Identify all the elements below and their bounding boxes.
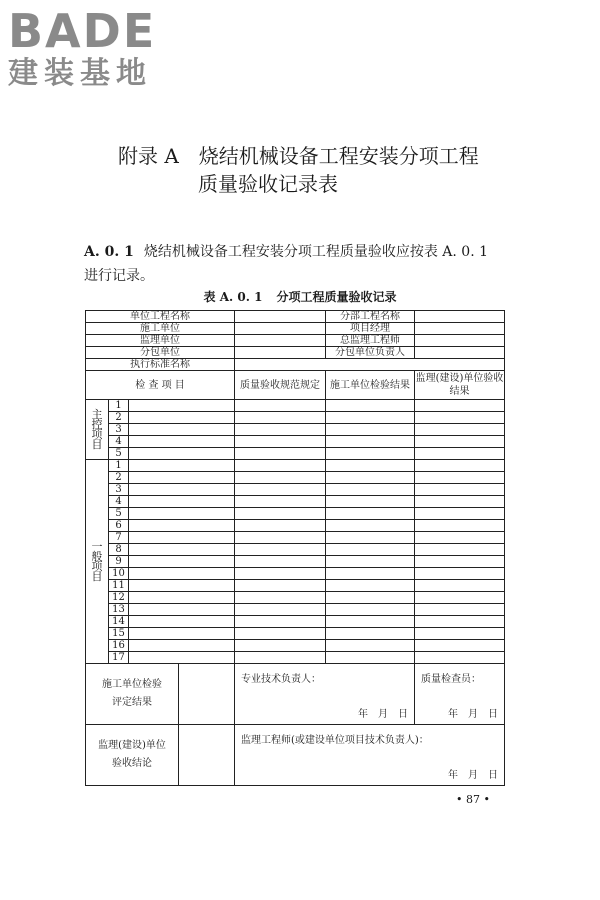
clause-paragraph (84, 240, 504, 288)
supervisor-result-cell (415, 412, 505, 424)
item-cell (129, 520, 235, 532)
contractor-result-cell (326, 436, 415, 448)
row-number: 3 (109, 484, 129, 496)
row-number: 2 (109, 472, 129, 484)
item-cell (129, 616, 235, 628)
contractor-result-cell (326, 532, 415, 544)
row-number: 4 (109, 496, 129, 508)
supervisor-result-cell (415, 520, 505, 532)
info-row (86, 323, 505, 335)
subdiv-name-value (415, 311, 505, 323)
chief-supervisor-value (415, 335, 505, 347)
general-label (86, 460, 109, 664)
table-row (86, 436, 505, 448)
supervisor-result-cell (415, 508, 505, 520)
item-cell (129, 424, 235, 436)
spec-cell (235, 496, 326, 508)
general-items (86, 460, 505, 664)
contractor-result-cell (326, 544, 415, 556)
title-line-1: 附录 A 烧结机械设备工程安装分项工程 (118, 144, 479, 168)
sub-manager-value (415, 347, 505, 359)
table-row (86, 556, 505, 568)
pm-label: 项目经理 (326, 323, 415, 335)
spec-cell (235, 544, 326, 556)
header-row (86, 371, 505, 400)
tech-lead-label: 专业技术负责人： (241, 674, 321, 685)
general-label-char: 项 (91, 559, 103, 573)
item-cell (129, 544, 235, 556)
supervisor-signoff-label-a: 监理(建设)单位 (98, 740, 166, 751)
supervisor-result-cell (415, 484, 505, 496)
unit-name-value (235, 311, 326, 323)
supervisor-result-cell (415, 556, 505, 568)
acceptance-record-table (85, 310, 505, 786)
contractor-result-cell (326, 628, 415, 640)
item-cell (129, 448, 235, 460)
supervisor-result-cell (415, 424, 505, 436)
item-cell (129, 556, 235, 568)
general-label-char: 般 (91, 549, 103, 563)
logo (8, 6, 156, 92)
spec-cell (235, 556, 326, 568)
row-number: 5 (109, 508, 129, 520)
header-supervisor-result: 监理(建设)单位验收结果 (415, 371, 505, 400)
logo-text: BADE (8, 4, 157, 58)
row-number: 13 (109, 604, 129, 616)
spec-cell (235, 412, 326, 424)
table-row (86, 628, 505, 640)
table-row (86, 532, 505, 544)
table-caption-number: 表 A. 0. 1 (203, 290, 263, 304)
contractor-value (235, 323, 326, 335)
engineer-date: 年 月 日 (448, 770, 498, 781)
supervisor-result-cell (415, 652, 505, 664)
row-number: 16 (109, 640, 129, 652)
general-label-char: 目 (91, 569, 103, 583)
table-row (86, 472, 505, 484)
inspector-cell (415, 664, 505, 725)
contractor-result-cell (326, 592, 415, 604)
page-number: • 87 • (456, 793, 490, 806)
supervisor-signoff-blank (179, 725, 235, 786)
contractor-result-cell (326, 460, 415, 472)
contractor-signoff-label (86, 664, 179, 725)
item-cell (129, 604, 235, 616)
spec-cell (235, 400, 326, 412)
inspector-date: 年 月 日 (448, 709, 498, 720)
table-row (86, 400, 505, 412)
contractor-result-cell (326, 412, 415, 424)
supervisor-result-cell (415, 436, 505, 448)
supervisor-result-cell (415, 448, 505, 460)
supervisor-result-cell (415, 568, 505, 580)
item-cell (129, 400, 235, 412)
item-cell (129, 436, 235, 448)
logo-subtitle: 建装基地 (8, 56, 152, 91)
title-line-2: 质量验收记录表 (198, 172, 338, 196)
row-number: 6 (109, 520, 129, 532)
engineer-label: 监理工程师(或建设单位项目技术负责人)： (241, 735, 429, 746)
table-row (86, 616, 505, 628)
pm-value (415, 323, 505, 335)
contractor-result-cell (326, 580, 415, 592)
supervisor-result-cell (415, 544, 505, 556)
spec-cell (235, 652, 326, 664)
row-number: 10 (109, 568, 129, 580)
contractor-result-cell (326, 556, 415, 568)
sub-manager-label: 分包单位负责人 (326, 347, 415, 359)
spec-cell (235, 616, 326, 628)
item-cell (129, 640, 235, 652)
main-control-label (86, 400, 109, 460)
tech-lead-date: 年 月 日 (358, 709, 408, 720)
subcontractor-label: 分包单位 (86, 347, 235, 359)
supervisor-result-cell (415, 580, 505, 592)
table-row (86, 604, 505, 616)
tech-lead-cell (235, 664, 415, 725)
info-row (86, 347, 505, 359)
main-control-label-char: 控 (91, 417, 103, 431)
row-number: 2 (109, 412, 129, 424)
supervisor-label: 监理单位 (86, 335, 235, 347)
row-number: 9 (109, 556, 129, 568)
row-number: 3 (109, 424, 129, 436)
general-label-char: 一 (91, 539, 103, 553)
table-row (86, 484, 505, 496)
chief-supervisor-label: 总监理工程师 (326, 335, 415, 347)
item-cell (129, 532, 235, 544)
supervisor-result-cell (415, 472, 505, 484)
supervisor-result-cell (415, 496, 505, 508)
row-number: 15 (109, 628, 129, 640)
supervisor-result-cell (415, 616, 505, 628)
table-row (86, 544, 505, 556)
spec-cell (235, 436, 326, 448)
contractor-result-cell (326, 520, 415, 532)
contractor-signoff-blank (179, 664, 235, 725)
table-caption-title: 分项工程质量验收记录 (276, 290, 397, 304)
spec-cell (235, 532, 326, 544)
main-control-label-char: 主 (91, 407, 103, 421)
contractor-signoff-label-a: 施工单位检验 (102, 679, 162, 690)
spec-cell (235, 520, 326, 532)
subcontractor-value (235, 347, 326, 359)
header-spec: 质量验收规范规定 (235, 371, 326, 400)
spec-cell (235, 460, 326, 472)
row-number: 5 (109, 448, 129, 460)
spec-cell (235, 484, 326, 496)
item-cell (129, 496, 235, 508)
contractor-result-cell (326, 652, 415, 664)
supervisor-result-cell (415, 592, 505, 604)
item-cell (129, 580, 235, 592)
spec-cell (235, 604, 326, 616)
contractor-result-cell (326, 508, 415, 520)
table-row (86, 652, 505, 664)
table-row (86, 580, 505, 592)
info-row (86, 335, 505, 347)
spec-cell (235, 508, 326, 520)
appendix-title (118, 142, 479, 198)
table-row (86, 460, 505, 472)
contractor-signoff-row (86, 664, 505, 725)
supervisor-result-cell (415, 400, 505, 412)
contractor-result-cell (326, 640, 415, 652)
main-control-label-char: 项 (91, 427, 103, 441)
item-cell (129, 568, 235, 580)
row-number: 17 (109, 652, 129, 664)
clause-text: 烧结机械设备工程安装分项工程质量验收应按表 A. 0. 1 进行记录。 (84, 244, 489, 284)
supervisor-result-cell (415, 532, 505, 544)
spec-cell (235, 580, 326, 592)
contractor-label: 施工单位 (86, 323, 235, 335)
row-number: 1 (109, 400, 129, 412)
engineer-cell (235, 725, 505, 786)
item-cell (129, 592, 235, 604)
contractor-result-cell (326, 472, 415, 484)
item-cell (129, 460, 235, 472)
supervisor-signoff-row (86, 725, 505, 786)
spec-cell (235, 472, 326, 484)
contractor-result-cell (326, 496, 415, 508)
item-cell (129, 508, 235, 520)
table-row (86, 568, 505, 580)
spec-cell (235, 568, 326, 580)
spec-cell (235, 448, 326, 460)
supervisor-value (235, 335, 326, 347)
standard-label: 执行标准名称 (86, 359, 235, 371)
item-cell (129, 472, 235, 484)
header-items: 检 查 项 目 (86, 371, 235, 400)
supervisor-result-cell (415, 460, 505, 472)
row-number: 12 (109, 592, 129, 604)
item-cell (129, 412, 235, 424)
contractor-result-cell (326, 484, 415, 496)
row-number: 4 (109, 436, 129, 448)
table-row (86, 508, 505, 520)
info-row (86, 311, 505, 323)
table-row (86, 412, 505, 424)
main-control-label-char: 目 (91, 437, 103, 451)
table-row (86, 640, 505, 652)
row-number: 11 (109, 580, 129, 592)
info-row (86, 359, 505, 371)
main-items (86, 400, 505, 460)
row-number: 8 (109, 544, 129, 556)
table-caption (0, 288, 600, 305)
clause-number: A. 0. 1 (84, 244, 134, 260)
standard-value (235, 359, 505, 371)
row-number: 14 (109, 616, 129, 628)
supervisor-signoff-label-b: 验收结论 (112, 758, 152, 769)
inspector-label: 质量检查员： (421, 674, 481, 685)
supervisor-result-cell (415, 628, 505, 640)
contractor-result-cell (326, 568, 415, 580)
spec-cell (235, 592, 326, 604)
header-contractor-result: 施工单位检验结果 (326, 371, 415, 400)
supervisor-result-cell (415, 640, 505, 652)
table-row (86, 424, 505, 436)
supervisor-signoff-label (86, 725, 179, 786)
contractor-result-cell (326, 400, 415, 412)
table-row (86, 448, 505, 460)
row-number: 7 (109, 532, 129, 544)
spec-cell (235, 640, 326, 652)
spec-cell (235, 628, 326, 640)
contractor-result-cell (326, 616, 415, 628)
contractor-signoff-label-b: 评定结果 (112, 697, 152, 708)
subdiv-name-label: 分部工程名称 (326, 311, 415, 323)
unit-name-label: 单位工程名称 (86, 311, 235, 323)
item-cell (129, 628, 235, 640)
item-cell (129, 652, 235, 664)
table-row (86, 520, 505, 532)
contractor-result-cell (326, 448, 415, 460)
item-cell (129, 484, 235, 496)
spec-cell (235, 424, 326, 436)
contractor-result-cell (326, 604, 415, 616)
table-row (86, 496, 505, 508)
supervisor-result-cell (415, 604, 505, 616)
contractor-result-cell (326, 424, 415, 436)
table-row (86, 592, 505, 604)
row-number: 1 (109, 460, 129, 472)
